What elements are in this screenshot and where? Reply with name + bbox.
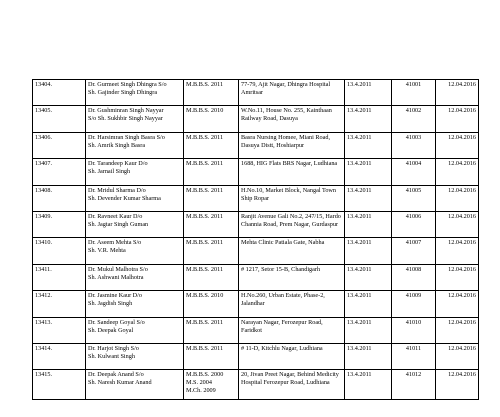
qualification-cell-line: M.B.B.S. 2011 <box>186 133 224 141</box>
renewal-date-cell: 12.04.2016 <box>436 291 479 317</box>
table-row <box>33 159 479 185</box>
doctor-name-cell <box>86 80 184 106</box>
qualification-cell <box>184 370 239 400</box>
address-cell-line: 1688, HIG Flats BRS Nagar, Ludhiana <box>241 160 338 168</box>
serial-number-cell: 13407. <box>33 159 86 185</box>
doctor-name-cell-line: Dr. Gushminran Singh Nayyar <box>88 107 164 115</box>
address-cell-line: Mehta Clinic Patiala Gate, Nabha <box>241 239 325 247</box>
address-cell <box>239 370 345 400</box>
qualification-cell <box>184 185 239 211</box>
date-cell: 13.4.2011 <box>345 370 392 400</box>
registration-number-cell: 41008 <box>392 264 436 290</box>
qualification-cell-line: M.B.B.S. 2000 <box>186 371 224 379</box>
address-cell-line: # 11-D, Kitchlu Nagar, Ludhiana <box>241 344 323 352</box>
qualification-cell-line: M.B.B.S. 2011 <box>186 160 224 168</box>
address-cell <box>239 211 345 237</box>
table-row <box>33 370 479 400</box>
renewal-date-cell: 12.04.2016 <box>436 159 479 185</box>
date-cell: 13.4.2011 <box>345 80 392 106</box>
serial-number-cell: 13415. <box>33 370 86 400</box>
doctor-name-cell <box>86 370 184 400</box>
renewal-date-cell: 12.04.2016 <box>436 238 479 264</box>
doctor-name-cell-line: Dr. Aseem Mehta S/o <box>88 239 142 247</box>
doctor-name-cell-line: Sh. Jarnail Singh <box>88 168 131 176</box>
doctor-name-cell <box>86 238 184 264</box>
address-cell-line: # 1217, Setor 15-B, Chandigarh <box>241 265 321 273</box>
renewal-date-cell: 12.04.2016 <box>436 343 479 369</box>
address-cell <box>239 80 345 106</box>
address-cell-line: Railway Road, Dasuya <box>241 115 298 123</box>
date-cell: 13.4.2011 <box>345 185 392 211</box>
address-cell-line: Dasuya Distt, Hoshiarpur <box>241 141 305 149</box>
doctor-name-cell-line: Dr. Harsimran Singh Basra S/o <box>88 133 165 141</box>
address-cell <box>239 132 345 158</box>
doctor-name-cell-line: Dr. Jasmine Kaur D/o <box>88 292 142 300</box>
renewal-date-cell: 12.04.2016 <box>436 370 479 400</box>
doctor-name-cell-line: Sh. Jagdish Singh <box>88 300 133 308</box>
address-cell <box>239 317 345 343</box>
doctor-name-cell-line: S/o Sh. Sukhbir Singh Nayyar <box>88 115 163 123</box>
doctor-name-cell-line: Sh. Gajinder Singh Dhingra <box>88 89 158 96</box>
qualification-cell-line: M.B.B.S. 2011 <box>186 318 224 326</box>
renewal-date-cell: 12.04.2016 <box>436 106 479 132</box>
address-cell-line: 20, Jivan Preet Nagar, Behind Medicity <box>241 371 339 379</box>
doctor-name-cell-line: Dr. Deepak Anand S/o <box>88 371 144 379</box>
serial-number-cell: 13410. <box>33 238 86 264</box>
qualification-cell-line: M.B.B.S. 2011 <box>186 186 224 194</box>
table-row <box>33 80 479 106</box>
qualification-cell <box>184 106 239 132</box>
qualification-cell <box>184 132 239 158</box>
registration-number-cell: 41003 <box>392 132 436 158</box>
doctor-name-cell <box>86 106 184 132</box>
doctor-name-cell-line: Dr. Tarandeep Kaur D/o <box>88 160 148 168</box>
qualification-cell <box>184 211 239 237</box>
registration-number-cell: 41012 <box>392 370 436 400</box>
address-cell-line: Jalandhar <box>241 300 265 308</box>
table-row <box>33 185 479 211</box>
date-cell: 13.4.2011 <box>345 132 392 158</box>
address-cell-line: H.No.10, Market Block, Nangal Town <box>241 186 336 194</box>
address-cell-line: Channia Road, Prem Nagar, Gurdaspur <box>241 220 339 228</box>
registration-number-cell: 41010 <box>392 317 436 343</box>
doctor-name-cell <box>86 317 184 343</box>
serial-number-cell: 13405. <box>33 106 86 132</box>
table-row <box>33 317 479 343</box>
renewal-date-cell: 12.04.2016 <box>436 211 479 237</box>
serial-number-cell: 13412. <box>33 291 86 317</box>
table-body <box>33 80 479 400</box>
registration-number-cell: 41002 <box>392 106 436 132</box>
serial-number-cell: 13411. <box>33 264 86 290</box>
doctor-name-cell-line: Sh. Naresh Kumar Anand <box>88 379 152 387</box>
renewal-date-cell: 12.04.2016 <box>436 132 479 158</box>
doctor-name-cell <box>86 343 184 369</box>
address-cell-line: Amritsar <box>241 89 263 96</box>
address-cell-line: Faridkot <box>241 326 262 334</box>
registration-number-cell: 41011 <box>392 343 436 369</box>
address-cell <box>239 238 345 264</box>
serial-number-cell: 13408. <box>33 185 86 211</box>
qualification-cell <box>184 317 239 343</box>
qualification-cell-line: M.B.B.S. 2011 <box>186 265 224 273</box>
doctor-name-cell <box>86 211 184 237</box>
qualification-cell <box>184 80 239 106</box>
address-cell <box>239 343 345 369</box>
table-row <box>33 106 479 132</box>
qualification-cell-line: M.Ch. 2009 <box>186 387 216 395</box>
address-cell <box>239 159 345 185</box>
doctor-name-cell-line: Sh. Amrik Singh Basra <box>88 141 146 149</box>
qualification-cell <box>184 264 239 290</box>
doctor-name-cell-line: Dr. Mukul Malhotra S/o <box>88 265 148 273</box>
doctor-name-cell <box>86 291 184 317</box>
address-cell <box>239 264 345 290</box>
address-cell-line: Ranjit Avenue Gali No.2, 247/15, Hardo <box>241 212 341 220</box>
qualification-cell-line: M.B.B.S. 2011 <box>186 81 224 88</box>
qualification-cell <box>184 159 239 185</box>
doctor-name-cell-line: Dr. Sandeep Goyal S/o <box>88 318 145 326</box>
doctor-name-cell <box>86 264 184 290</box>
qualification-cell-line: M.S. 2004 <box>186 379 212 387</box>
doctor-name-cell-line: Dr. Mridul Sharma D/o <box>88 186 146 194</box>
table-row <box>33 132 479 158</box>
qualification-cell-line: M.B.B.S. 2011 <box>186 344 224 352</box>
doctor-name-cell <box>86 159 184 185</box>
doctor-name-cell-line: Sh. V.R. Mehta <box>88 247 126 255</box>
qualification-cell <box>184 343 239 369</box>
address-cell-line: Basra Nursing Homee, Miani Road, <box>241 133 331 141</box>
table-row <box>33 264 479 290</box>
doctor-name-cell-line: Dr. Ravneet Kaur D/o <box>88 212 143 220</box>
qualification-cell-line: M.B.B.S. 2011 <box>186 239 224 247</box>
date-cell: 13.4.2011 <box>345 159 392 185</box>
registration-number-cell: 41004 <box>392 159 436 185</box>
doctor-name-cell-line: Sh. Deepak Goyal <box>88 326 134 334</box>
doctor-name-cell-line: Sh. Devender Kumar Sharma <box>88 194 161 202</box>
qualification-cell <box>184 291 239 317</box>
table-row <box>33 238 479 264</box>
date-cell: 13.4.2011 <box>345 317 392 343</box>
date-cell: 13.4.2011 <box>345 291 392 317</box>
address-cell-line: H.No.260, Urban Estate, Phase-2, <box>241 292 325 300</box>
serial-number-cell: 13406. <box>33 132 86 158</box>
table-row <box>33 343 479 369</box>
doctor-name-cell-line: Sh. Ashwani Malhotra <box>88 273 144 281</box>
date-cell: 13.4.2011 <box>345 106 392 132</box>
doctor-name-cell-line: Sh. Jagtar Singh Guman <box>88 220 149 228</box>
serial-number-cell: 13409. <box>33 211 86 237</box>
address-cell-line: 77-79, Ajit Nagar, Dhingra Hospital <box>241 81 331 88</box>
doctor-name-cell <box>86 132 184 158</box>
serial-number-cell: 13413. <box>33 317 86 343</box>
address-cell-line: Narayan Nagar, Ferozepur Road, <box>241 318 323 326</box>
serial-number-cell: 13414. <box>33 343 86 369</box>
renewal-date-cell: 12.04.2016 <box>436 317 479 343</box>
date-cell: 13.4.2011 <box>345 264 392 290</box>
date-cell: 13.4.2011 <box>345 211 392 237</box>
address-cell <box>239 291 345 317</box>
registration-number-cell: 41007 <box>392 238 436 264</box>
registration-number-cell: 41006 <box>392 211 436 237</box>
address-cell-line: Hospital Ferozepur Road, Ludhiana <box>241 379 330 387</box>
registration-number-cell: 41005 <box>392 185 436 211</box>
date-cell: 13.4.2011 <box>345 343 392 369</box>
qualification-cell-line: M.B.B.S. 2010 <box>186 107 224 115</box>
doctor-name-cell-line: Dr. Gurmeet Singh Dhingra S/o <box>88 81 167 88</box>
renewal-date-cell: 12.04.2016 <box>436 185 479 211</box>
address-cell-line: W.No.11, House No. 255, Kainthaan <box>241 107 332 115</box>
date-cell: 13.4.2011 <box>345 238 392 264</box>
renewal-date-cell: 12.04.2016 <box>436 80 479 106</box>
address-cell-line: Ship Ropar <box>241 194 270 202</box>
registration-number-cell: 41001 <box>392 80 436 106</box>
table-row <box>33 211 479 237</box>
registration-number-cell: 41009 <box>392 291 436 317</box>
doctor-name-cell-line: Sh. Kulwant Singh <box>88 352 135 360</box>
address-cell <box>239 185 345 211</box>
renewal-date-cell: 12.04.2016 <box>436 264 479 290</box>
table-row <box>33 291 479 317</box>
address-cell <box>239 106 345 132</box>
qualification-cell <box>184 238 239 264</box>
qualification-cell-line: M.B.B.S. 2011 <box>186 212 224 220</box>
doctor-name-cell <box>86 185 184 211</box>
doctor-name-cell-line: Dr. Harjot Singh S/o <box>88 344 139 352</box>
qualification-cell-line: M.B.B.S. 2010 <box>186 292 224 300</box>
serial-number-cell: 13404. <box>33 80 86 106</box>
registration-table <box>32 79 479 400</box>
